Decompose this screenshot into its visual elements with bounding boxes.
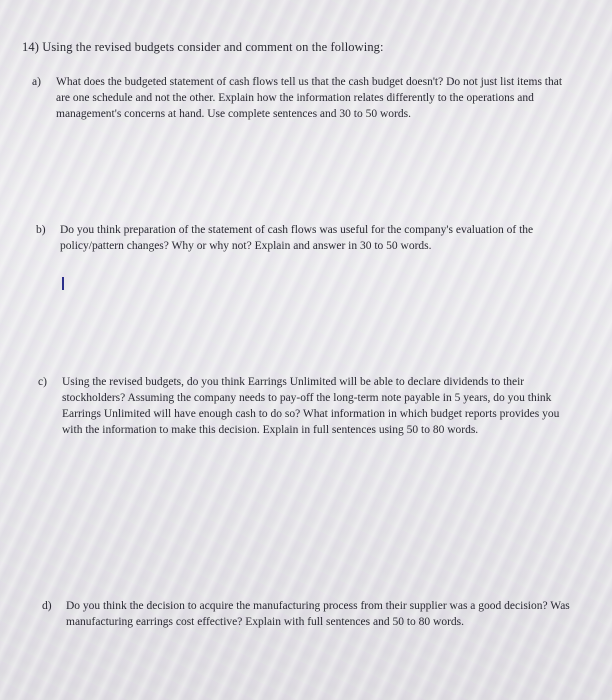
part-d-label: d) (42, 600, 52, 612)
question-header: 14) Using the revised budgets consider and comment on the following: (22, 40, 384, 54)
part-a-text: What does the budgeted statement of cash flows tell us that the cash budget doesn't? Do not just list items that are one schedule and not the other. Explain how the information relates differently to the operations and management's concerns at hand. Use complete sentences and 30 to 50 words. (56, 76, 563, 120)
part-d-text: Do you think the decision to acquire the manufacturing process from their supplier was a good decision? Was manufacturing earrings cost effective? Explain with full sentences and 50 to 80 words. (66, 600, 570, 628)
part-b-text: Do you think preparation of the statement of cash flows was useful for the company's evaluation of the policy/pattern changes? Why or why not? Explain and answer in 30 to 50 words. (60, 224, 534, 252)
part-c-text: Using the revised budgets, do you think Earrings Unlimited will be able to declare dividends to their stockholders? Assuming the company needs to pay-off the long-term note payable in 5 years, do you think Earrings Unlimited will have enough cash to do so? What information in which budget reports provides you with the information to make this decision. Explain in full sentences using 50 to 80 words. (62, 376, 560, 436)
text-cursor[interactable] (62, 277, 64, 290)
part-c-label: c) (38, 376, 47, 388)
part-b-label: b) (36, 224, 46, 236)
part-a-label: a) (32, 76, 41, 88)
